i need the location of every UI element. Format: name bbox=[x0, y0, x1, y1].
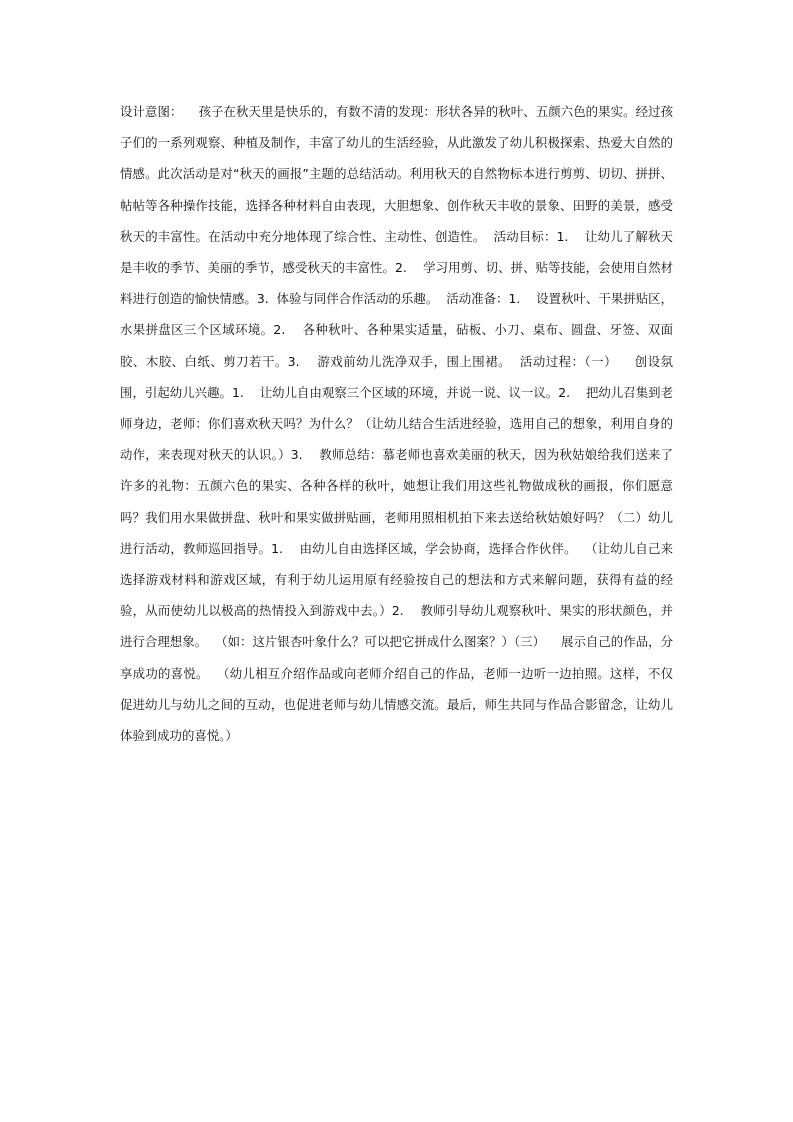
document-body-text: 设计意图： 孩子在秋天里是快乐的，有数不清的发现：形状各异的秋叶、五颜六色的果实。经过孩子们的一系列观察、种植及制作，丰富了幼儿的生活经验，从此激发了幼儿积极探索、热爱大自然的情感。此次活动是对“秋天的画报”主题的总结活动。利用秋天的自然物标本进行剪剪、切切、拼拼、帖帖等各种操作技能，选择各种材料自由表现，大胆想象、创作秋天丰收的景象、田野的美景，感受秋天的丰富性。在活动中充分地体现了综合性、主动性、创造性。 活动目标：1. 让幼儿了解秋天是丰收的季节、美丽的季节，感受秋天的丰富性。2. 学习用剪、切、拼、贴等技能，会使用自然材料进行创造的愉快情感。3. 体验与同伴合作活动的乐趣。 活动准备：1. 设置秋叶、干果拼贴区，水果拼盘区三个区域环境。2. 各种秋叶、各种果实适量，砧板、小刀、桌布、圆盘、牙签、双面胶、木胶、白纸、剪刀若干。3. 游戏前幼儿洗净双手，围上围裙。 活动过程：（一） 创设氛围，引起幼儿兴趣。1. 让幼儿自由观察三个区域的环境，并说一说、议一议。2. 把幼儿召集到老师身边，老师：你们喜欢秋天吗？为什么？（让幼儿结合生活进经验，选用自己的想象，利用自身的动作，来表现对秋天的认识。）3. 教师总结：慕老师也喜欢美丽的秋天，因为秋姑娘给我们送来了许多的礼物：五颜六色的果实、各种各样的秋叶，她想让我们用这些礼物做成秋的画报，你们愿意吗？我们用水果做拼盘、秋叶和果实做拼贴画，老师用照相机拍下来去送给秋姑娘好吗？（二）幼儿进行活动，教师巡回指导。1. 由幼儿自由选择区域，学会协商，选择合作伙伴。 （让幼儿自己来选择游戏材料和游戏区域，有利于幼儿运用原有经验按自己的想法和方式来解问题，获得有益的经验，从而使幼儿以极高的热情投入到游戏中去。）2. 教师引导幼儿观察秋叶、果实的形状颜色，并进行合理想象。 （如：这片银杏叶象什么？可以把它拼成什么图案？）（三） 展示自己的作品，分享成功的喜悦。 （幼儿相互介绍作品或向老师介绍自己的作品，老师一边听一边拍照。这样，不仅促进幼儿与幼儿之间的互动，也促进老师与幼儿情感交流。最后，师生共同与作品合影留念，让幼儿体验到成功的喜悦。） bbox=[120, 104, 673, 744]
